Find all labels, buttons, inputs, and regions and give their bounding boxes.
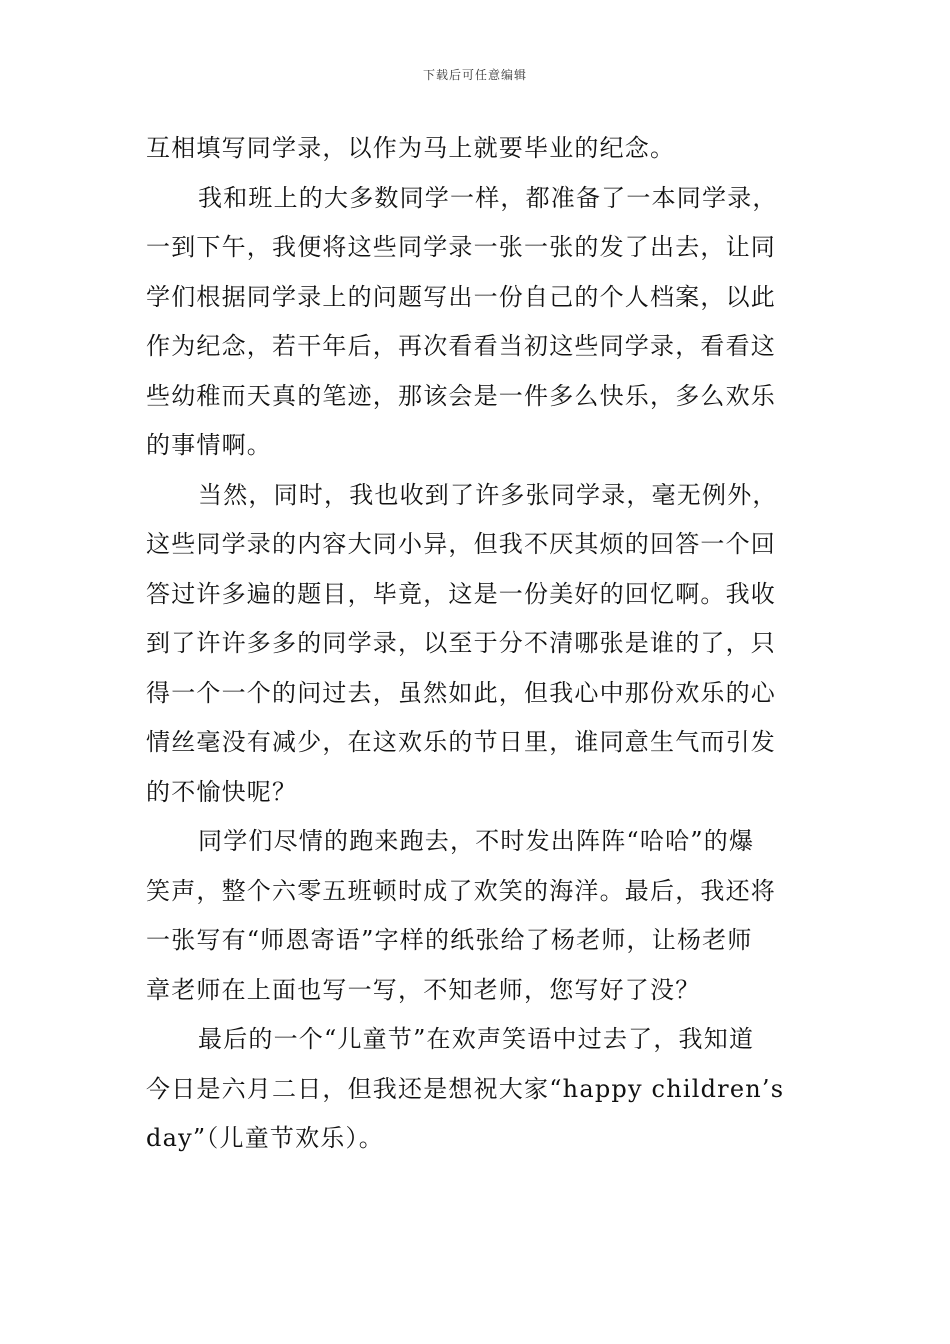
text-line: 些幼稚而天真的笔迹，那该会是一件多么快乐，多么欢乐: [146, 381, 776, 410]
text-line: 最后的一个“儿童节”在欢声笑语中过去了，我知道: [198, 1025, 755, 1053]
text-line: 今日是六月二日，但我还是想祝大家“happy children’s: [146, 1074, 785, 1103]
text-line: 章老师在上面也写一写，不知老师，您写好了没？: [146, 975, 701, 1004]
text-line: 这些同学录的内容大同小异，但我不厌其烦的回答一个回: [146, 530, 776, 558]
text-line: 我和班上的大多数同学一样，都准备了一本同学录，: [198, 183, 778, 212]
text-line: 同学们尽情的跑来跑去，不时发出阵阵“哈哈”的爆: [198, 827, 755, 855]
text-line: day”（儿童节欢乐）。: [146, 1124, 384, 1152]
text-line: 笑声，整个六零五班顿时成了欢笑的海洋。最后，我还将: [146, 876, 776, 905]
text-line: 一到下午，我便将这些同学录一张一张的发了出去，让同: [146, 233, 776, 261]
text-line: 答过许多遍的题目，毕竟，这是一份美好的回忆啊。我收: [146, 579, 776, 608]
text-line: 当然，同时，我也收到了许多张同学录，毫无例外，: [198, 480, 778, 509]
text-line: 作为纪念，若干年后，再次看看当初这些同学录，看看这: [146, 332, 776, 360]
text-line: 情丝毫没有减少，在这欢乐的节日里，谁同意生气而引发: [146, 728, 776, 756]
text-line: 的不愉快呢？: [146, 777, 298, 806]
header-note: 下载后可任意编辑: [422, 68, 527, 82]
text-line: 得一个一个的问过去，虽然如此，但我心中那份欢乐的心: [146, 678, 776, 707]
text-line: 一张写有“师恩寄语”字样的纸张给了杨老师，让杨老师: [146, 926, 753, 954]
text-line: 到了许许多多的同学录，以至于分不清哪张是谁的了，只: [146, 629, 776, 657]
text-line: 的事情啊。: [146, 431, 272, 459]
text-line: 学们根据同学录上的问题写出一份自己的个人档案，以此: [146, 282, 776, 311]
document-body: [146, 124, 806, 1164]
text-line: 互相填写同学录，以作为马上就要毕业的纪念。: [146, 134, 676, 162]
